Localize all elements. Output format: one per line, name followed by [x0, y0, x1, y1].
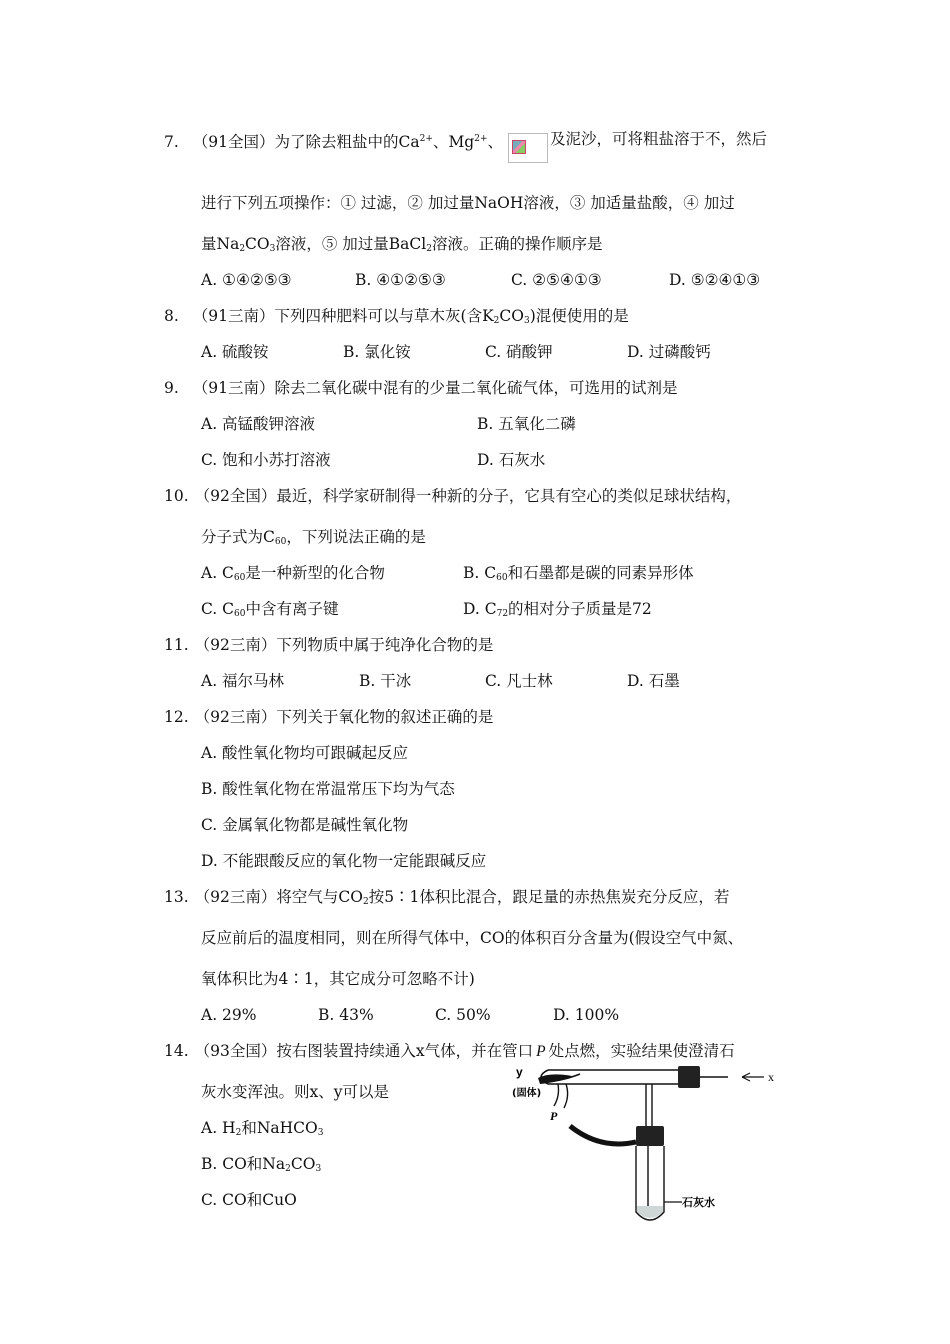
q14-line2: 灰水变浑浊。则x、y可以是	[201, 1083, 389, 1101]
apparatus-diagram	[510, 1060, 790, 1230]
q9-option-b[interactable]: B. 五氧化二磷	[477, 415, 576, 433]
q13-line1: 13. （92三南）将空气与$CO_2$按5∶1体积比混合，跟足量的赤热焦炭充分反应，若	[164, 888, 730, 907]
q7-option-a[interactable]: A. ①④②⑤③	[201, 271, 292, 289]
q8-option-a[interactable]: A. 硫酸铵	[201, 343, 269, 361]
label-x: x	[768, 1070, 774, 1084]
q9-option-d[interactable]: D. 石灰水	[477, 451, 546, 469]
q7-line2: 进行下列五项操作：① 过滤，② 加过量NaOH溶液，③ 加适量盐酸，④ 加过	[201, 194, 735, 212]
q7-number: 7.	[164, 133, 179, 151]
q10-option-c[interactable]: C. $C_{60}$中含有离子键	[201, 600, 339, 619]
q11-option-c[interactable]: C. 凡士林	[485, 672, 553, 690]
q8-option-d[interactable]: D. 过磷酸钙	[627, 343, 711, 361]
q12-option-a[interactable]: A. 酸性氧化物均可跟碱起反应	[201, 744, 409, 762]
label-limewater: 石灰水	[682, 1196, 715, 1209]
test-tube-stopper	[636, 1126, 664, 1146]
label-p: P	[550, 1109, 558, 1123]
label-solid: (固体)	[512, 1088, 542, 1099]
q7-option-b[interactable]: B. ④①②⑤③	[355, 271, 446, 289]
q8-option-c[interactable]: C. 硝酸钾	[485, 343, 553, 361]
q9-option-c[interactable]: C. 饱和小苏打溶液	[201, 451, 331, 469]
q13-line2: 反应前后的温度相同，则在所得气体中，CO的体积百分含量为(假设空气中氮、	[201, 929, 744, 947]
q10-option-b[interactable]: B. $C_{60}$和石墨都是碳的同素异形体	[463, 564, 694, 583]
rubber-hose	[570, 1126, 636, 1144]
q12-option-d[interactable]: D. 不能跟酸反应的氧化物一定能跟碱反应	[201, 852, 487, 870]
q14-line1: 14. （93全国）按右图装置持续通入x气体，并在管口 P 处点燃，实验结果使澄清石	[164, 1042, 735, 1060]
q11-line1: 11. （92三南）下列物质中属于纯净化合物的是	[164, 636, 494, 654]
q14-option-a[interactable]: A. $H_2$和NaHCO$_3$	[201, 1119, 324, 1138]
q10-option-a[interactable]: A. $C_{60}$是一种新型的化合物	[201, 564, 385, 583]
q13-option-a[interactable]: A. 29%	[201, 1006, 257, 1024]
q11-option-a[interactable]: A. 福尔马林	[201, 672, 285, 690]
q9-option-a[interactable]: A. 高锰酸钾溶液	[201, 415, 316, 433]
label-y: y	[516, 1065, 523, 1079]
q11-option-d[interactable]: D. 石墨	[627, 672, 680, 690]
q8-line1: 8. （91三南）下列四种肥料可以与草木灰(含$K_2CO_3$)混便使用的是	[164, 307, 629, 326]
q7-text: （91全国）为了除去粗盐中的	[192, 133, 399, 151]
q7-line1-tail: 及泥沙，可将粗盐溶于不，然后	[550, 130, 768, 148]
q7-option-d[interactable]: D. ⑤②④①③	[669, 271, 761, 289]
q14-option-b[interactable]: B. CO和$Na_2CO_3$	[201, 1155, 322, 1174]
q7-option-c[interactable]: C. ②⑤④①③	[511, 271, 602, 289]
q13-option-b[interactable]: B. 43%	[318, 1006, 374, 1024]
vertical-branch	[646, 1084, 652, 1128]
q14-option-c[interactable]: C. CO和CuO	[201, 1191, 297, 1209]
q13-option-d[interactable]: D. 100%	[553, 1006, 620, 1024]
q12-option-b[interactable]: B. 酸性氧化物在常温常压下均为气态	[201, 780, 455, 798]
q13-line3: 氧体积比为4∶1，其它成分可忽略不计)	[201, 970, 475, 988]
q7-line3: 量$Na_2CO_3$溶液，⑤ 加过量BaCl$_2$溶液。正确的操作顺序是	[201, 235, 603, 254]
q7-line1: 7. （91全国）为了除去粗盐中的$Ca^{2+}$、$Mg^{2+}$、	[164, 133, 504, 151]
q10-option-d[interactable]: D. $C_{72}$的相对分子质量是72	[463, 600, 652, 619]
q10-line2: 分子式为$C_{60}$，下列说法正确的是	[201, 528, 426, 547]
stopper-right	[678, 1066, 700, 1088]
arrow-x	[742, 1073, 764, 1081]
outlet-p	[554, 1084, 568, 1108]
q12-line1: 12. （92三南）下列关于氧化物的叙述正确的是	[164, 708, 494, 726]
broken-image-icon	[508, 133, 548, 163]
q10-line1: 10. （92全国）最近，科学家研制得一种新的分子，它具有空心的类似足球状结构，	[164, 487, 742, 505]
q11-option-b[interactable]: B. 干冰	[359, 672, 412, 690]
q12-option-c[interactable]: C. 金属氧化物都是碱性氧化物	[201, 816, 409, 834]
q13-option-c[interactable]: C. 50%	[435, 1006, 491, 1024]
q8-option-b[interactable]: B. 氯化铵	[343, 343, 411, 361]
q9-line1: 9. （91三南）除去二氧化碳中混有的少量二氧化硫气体，可选用的试剂是	[164, 379, 678, 397]
